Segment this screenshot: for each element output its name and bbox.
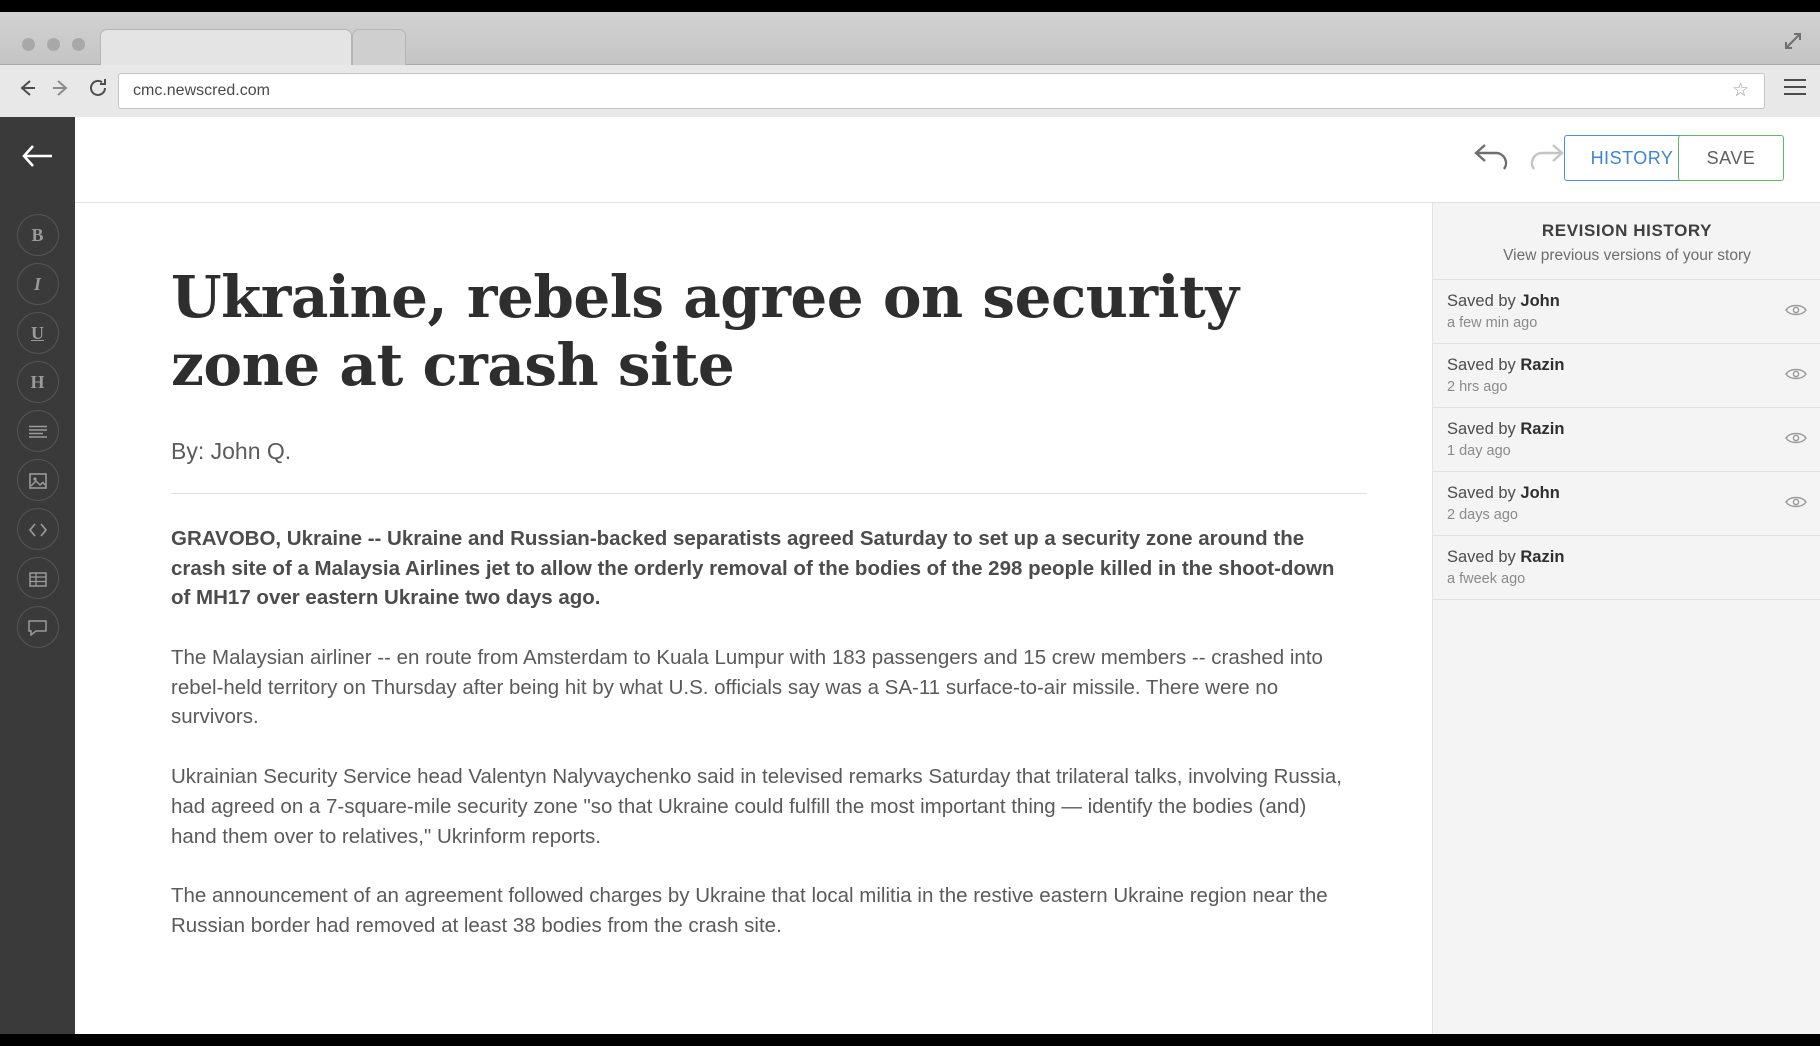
italic-icon[interactable]: I	[17, 263, 59, 305]
reload-icon[interactable]	[85, 77, 111, 103]
history-button[interactable]: HISTORY	[1564, 135, 1700, 181]
paragraph: The announcement of an agreement followed charges by Ukraine that local militia in the restive eastern Ukraine region near the Russian border had removed at least 38 bodies from the crash site.	[171, 884, 1328, 938]
url-text: cmc.newscred.com	[133, 82, 270, 99]
document-editor[interactable]	[75, 203, 1432, 1034]
list-item[interactable]	[1433, 280, 1820, 344]
save-button[interactable]: SAVE	[1678, 135, 1784, 181]
panel-header	[1433, 203, 1820, 280]
eye-icon[interactable]	[1785, 303, 1807, 321]
revision-time: a fweek ago	[1447, 571, 1526, 587]
byline: By: John Q.	[171, 437, 292, 464]
panel-subtitle: View previous versions of your story	[1503, 247, 1751, 264]
revision-time: 1 day ago	[1447, 443, 1511, 459]
back-arrow-icon[interactable]	[14, 77, 40, 103]
list-item[interactable]	[1433, 536, 1820, 600]
revision-user: Razin	[1520, 420, 1565, 438]
browser-tab-new[interactable]	[352, 29, 406, 66]
code-icon[interactable]	[17, 508, 59, 550]
eye-icon[interactable]	[1785, 367, 1807, 385]
revision-label	[1447, 548, 1773, 567]
paragraph: Ukrainian Security Service head Valentyn Nalyvaychenko said in televised remarks Saturday that trilateral talks, involving Russia, had agreed on a 7-square-mile security zone "so that Ukraine could fulfill the most important thing — identify the bodies (and) hand them over to relatives," Ukrinform reports.	[171, 765, 1342, 848]
browser-tab-active[interactable]	[100, 29, 352, 66]
divider	[171, 493, 1367, 494]
revision-user: Razin	[1520, 356, 1565, 374]
revision-user: John	[1520, 484, 1560, 502]
list-item[interactable]	[1433, 408, 1820, 472]
underline-icon[interactable]: U	[17, 312, 59, 354]
table-icon[interactable]	[17, 557, 59, 599]
editor-toolbar	[75, 117, 1820, 203]
revision-history-panel	[1432, 203, 1820, 1034]
revision-prefix: Saved by	[1447, 356, 1521, 374]
undo-icon[interactable]	[1472, 139, 1512, 179]
page-content	[0, 117, 1820, 1034]
panel-title: REVISION HISTORY	[1541, 221, 1713, 240]
browser-window	[0, 12, 1820, 1034]
maximize-window-button[interactable]	[72, 38, 85, 51]
revision-user: Razin	[1520, 548, 1565, 566]
minimize-window-button[interactable]	[47, 38, 60, 51]
revision-prefix: Saved by	[1447, 292, 1521, 310]
comment-icon[interactable]	[17, 606, 59, 648]
format-tools	[0, 207, 75, 655]
browser-titlebar	[0, 12, 1820, 65]
revision-label	[1447, 484, 1773, 503]
address-bar[interactable]	[118, 73, 1765, 109]
revision-time: 2 days ago	[1447, 507, 1518, 523]
list-item[interactable]	[1433, 472, 1820, 536]
redo-icon[interactable]	[1526, 139, 1566, 179]
sidebar-back-button[interactable]	[20, 142, 56, 178]
revision-label	[1447, 420, 1773, 439]
star-icon[interactable]: ☆	[1732, 80, 1750, 101]
window-controls[interactable]	[22, 38, 85, 51]
heading-icon[interactable]: H	[17, 361, 59, 403]
revision-label	[1447, 292, 1773, 311]
browser-toolbar	[0, 65, 1820, 118]
list-item[interactable]	[1433, 344, 1820, 408]
revision-prefix: Saved by	[1447, 484, 1521, 502]
bold-icon[interactable]: B	[17, 214, 59, 256]
paragraph: The Malaysian airliner -- en route from Amsterdam to Kuala Lumpur with 183 passengers and 15 crew members -- crashed into rebel-held territory on Thursday after being hit by what U.S. officials say was a SA-11 surface-to-air missile. There were no survivors.	[171, 646, 1323, 729]
editor-sidebar	[0, 117, 75, 1034]
revision-prefix: Saved by	[1447, 420, 1521, 438]
paragraph-lead: GRAVOBO, Ukraine -- Ukraine and Russian-backed separatists agreed Saturday to set up a security zone around the crash site of a Malaysia Airlines jet to allow the orderly removal of the bodies of the 298 people killed in the shoot-down of MH17 over eastern Ukraine two days ago.	[171, 526, 1335, 610]
hamburger-menu-icon[interactable]	[1784, 79, 1806, 99]
revision-label	[1447, 356, 1773, 375]
revision-time: 2 hrs ago	[1447, 379, 1508, 395]
forward-arrow-icon[interactable]	[48, 77, 74, 103]
revision-prefix: Saved by	[1447, 548, 1521, 566]
list-icon[interactable]	[17, 410, 59, 452]
eye-icon[interactable]	[1785, 431, 1807, 449]
expand-icon[interactable]	[1782, 30, 1804, 52]
page-title: Ukraine, rebels agree on security zone at crash site	[171, 263, 1239, 400]
image-icon[interactable]	[17, 459, 59, 501]
eye-icon[interactable]	[1785, 495, 1807, 513]
close-window-button[interactable]	[22, 38, 35, 51]
revision-user: John	[1520, 292, 1560, 310]
revision-time: a few min ago	[1447, 315, 1538, 331]
